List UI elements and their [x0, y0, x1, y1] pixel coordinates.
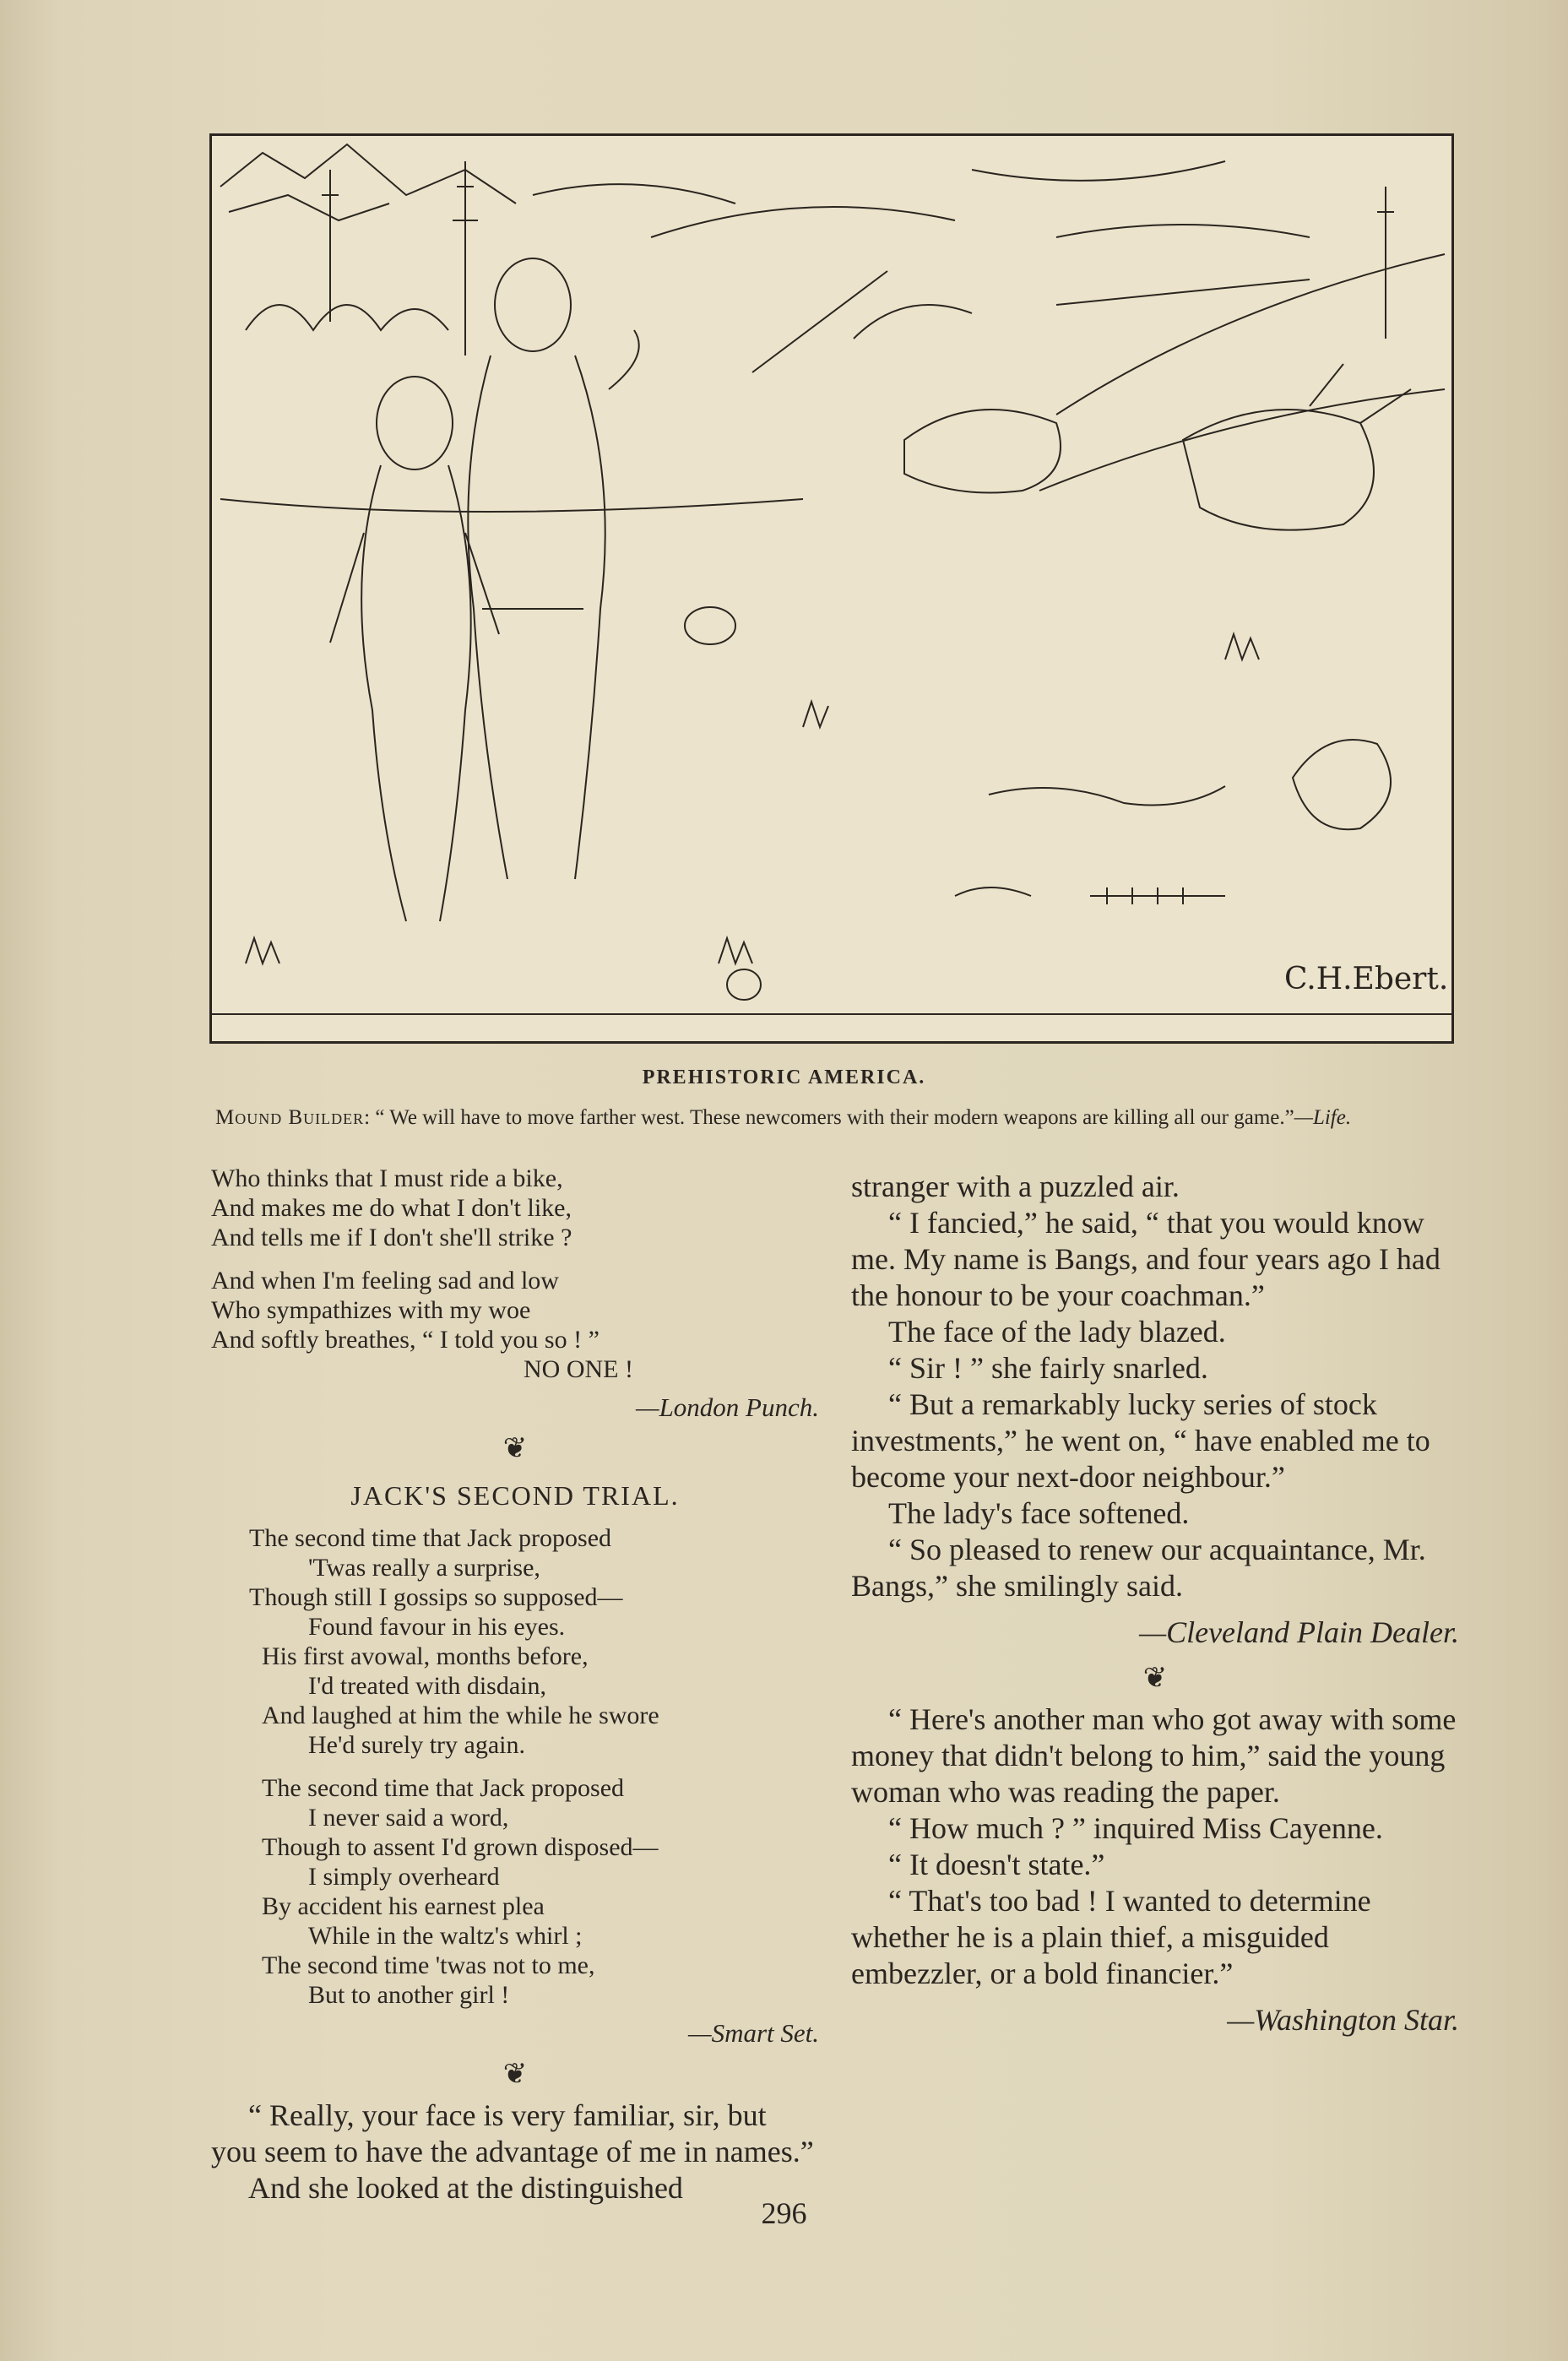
- source-washington-star: —Washington Star.: [1227, 2003, 1459, 2037]
- poem-line: While in the waltz's whirl ;: [308, 1922, 583, 1950]
- source-cleveland-plain-dealer: —Cleveland Plain Dealer.: [1139, 1615, 1459, 1649]
- poem-line: The second time 'twas not to me,: [262, 1951, 595, 1979]
- poem-line: Found favour in his eyes.: [308, 1613, 566, 1641]
- page-number: 296: [761, 2196, 807, 2230]
- illustration-title: PREHISTORIC AMERICA.: [642, 1067, 926, 1088]
- poem-line: His first avowal, months before,: [262, 1642, 589, 1670]
- paragraph: The lady's face softened.: [888, 1496, 1190, 1530]
- fleuron-ornament: ❦: [1142, 1663, 1168, 1694]
- story-bangs-continued: [851, 1169, 1459, 1651]
- illustration-caption: [215, 1105, 1448, 1132]
- poem-line: The second time that Jack proposed: [249, 1524, 612, 1552]
- poem-line: Who sympathizes with my woe: [211, 1296, 531, 1324]
- poem-line: 'Twas really a surprise,: [308, 1554, 540, 1582]
- poem-line: The second time that Jack proposed: [262, 1774, 625, 1802]
- poem-line: And makes me do what I don't like,: [211, 1194, 572, 1222]
- poem-jacks-second-trial: [211, 1523, 819, 2010]
- caption-source: —Life.: [1294, 1106, 1352, 1129]
- poem-line: But to another girl !: [308, 1981, 510, 2009]
- paragraph: “ How much ? ” inquired Miss Cayenne.: [888, 1811, 1383, 1845]
- source-london-punch: —London Punch.: [636, 1392, 819, 1422]
- story-embezzler: [851, 1702, 1459, 2038]
- paragraph: “ I fancied,” he said, “ that you would know me. My name is Bangs, and four years ago I had the honour to be your coachman.”: [851, 1206, 1440, 1312]
- poem-who-thinks: [211, 1164, 819, 1384]
- illustration: [209, 133, 1454, 1044]
- poem-line: And laughed at him the while he swore: [262, 1702, 659, 1729]
- paragraph: “ Sir ! ” she fairly snarled.: [888, 1351, 1208, 1385]
- fleuron-ornament: ❦: [502, 1433, 528, 1464]
- paragraph: And she looked at the distinguished: [248, 2171, 683, 2205]
- story-bangs-start: [211, 2098, 819, 2206]
- poem-line: I'd treated with disdain,: [308, 1672, 546, 1700]
- poem-line: Though still I gossips so supposed—: [249, 1583, 623, 1611]
- cartoon-drawing: [212, 136, 1451, 1041]
- paragraph: The face of the lady blazed.: [888, 1315, 1226, 1349]
- paragraph: “ But a remarkably lucky series of stock investments,” he went on, “ have enabled me to become your next-door neighbour.”: [851, 1387, 1430, 1494]
- poem-line: He'd surely try again.: [308, 1731, 525, 1759]
- paragraph: “ That's too bad ! I wanted to determine whether he is a plain thief, a misguided embezzler, or a bold financier.”: [851, 1884, 1371, 1990]
- paragraph: “ Here's another man who got away with some money that didn't belong to him,” said the young woman who was reading the paper.: [851, 1702, 1457, 1809]
- poem-line: And when I'm feeling sad and low: [211, 1267, 559, 1294]
- paragraph: “ It doesn't state.”: [888, 1848, 1105, 1881]
- caption-speaker: Mound Builder: [215, 1106, 365, 1129]
- poem-heading: JACK'S SECOND TRIAL.: [350, 1480, 680, 1511]
- source-smart-set: —Smart Set.: [688, 2018, 819, 2048]
- paragraph: stranger with a puzzled air.: [851, 1170, 1180, 1203]
- artist-signature: C.H.Ebert.: [1284, 962, 1449, 996]
- poem-line: And tells me if I don't she'll strike ?: [211, 1224, 572, 1251]
- poem-line: I simply overheard: [308, 1863, 500, 1891]
- fleuron-ornament: ❦: [502, 2059, 528, 2090]
- left-column: [211, 1164, 819, 2206]
- poem-line: Who thinks that I must ride a bike,: [211, 1164, 563, 1192]
- right-column: [851, 1169, 1459, 2049]
- poem-line: I never said a word,: [308, 1804, 509, 1832]
- poem-line: Though to assent I'd grown disposed—: [262, 1833, 659, 1861]
- paragraph: “ So pleased to renew our acquaintance, Mr. Bangs,” she smilingly said.: [851, 1533, 1426, 1603]
- poem-line: NO ONE !: [524, 1355, 633, 1383]
- poem-line: By accident his earnest plea: [262, 1892, 545, 1920]
- caption-text: : “ We will have to move farther west. These newcomers with their modern weapons are killing all our game.”: [364, 1106, 1294, 1129]
- poem-line: And softly breathes, “ I told you so ! ”: [211, 1326, 600, 1354]
- paragraph: “ Really, your face is very familiar, sir, but you seem to have the advantage of me in names.”: [211, 2098, 814, 2168]
